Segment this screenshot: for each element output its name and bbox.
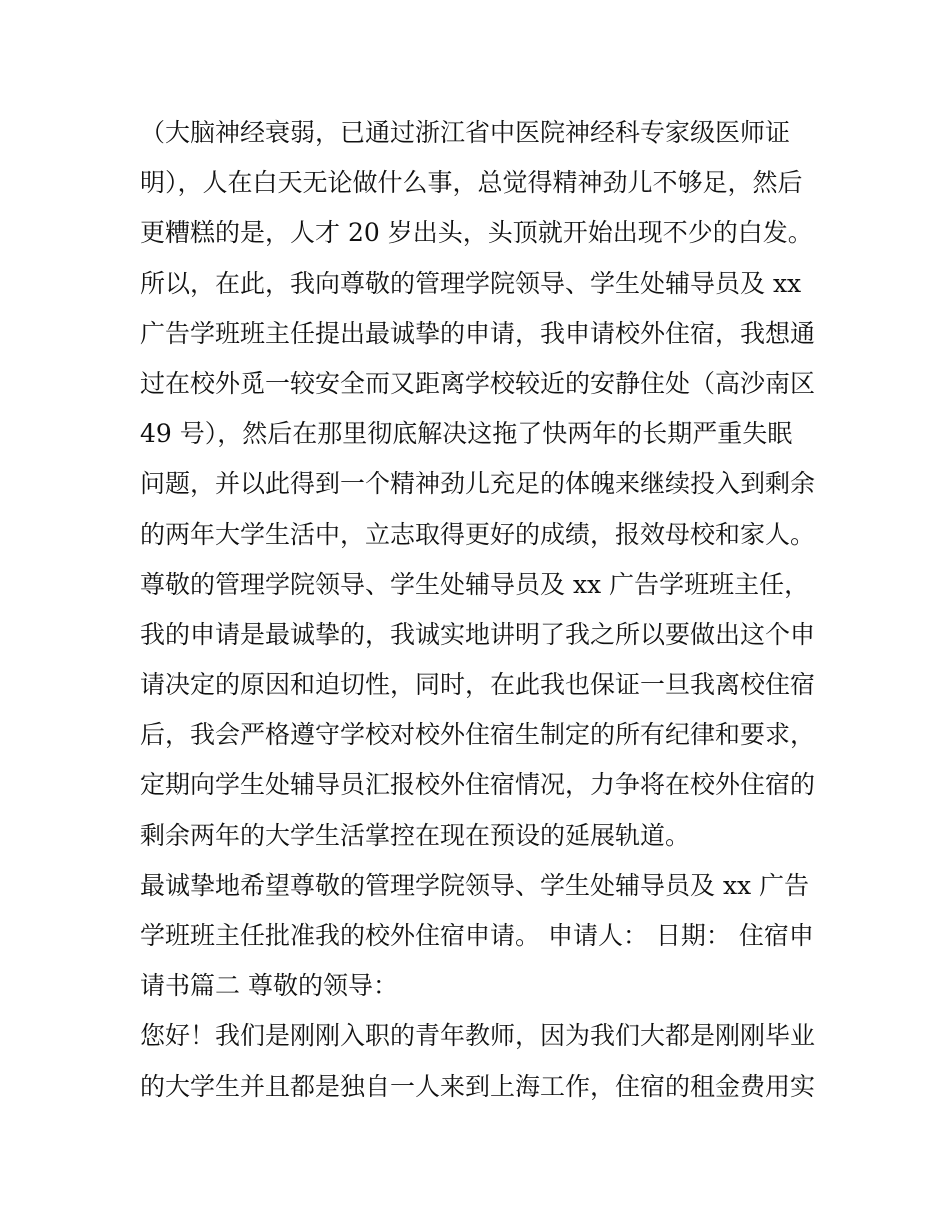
text-line: 剩余两年的大学生活掌控在现在预设的延展轨道。 [140,820,691,850]
text-line: 过在校外觅一较安全而又距离学校较近的安静住处（高沙南区 [140,368,816,398]
text-line: 更糟糕的是，人才 20 岁出头，头顶就开始出现不少的白发。 [140,218,813,248]
text-line: 的两年大学生活中，立志取得更好的成绩，报效母校和家人。 [140,519,816,549]
text-line: 请决定的原因和迫切性，同时，在此我也保证一旦我离校住宿 [140,670,816,700]
text-line: 广告学班班主任提出最诚挚的申请，我申请校外住宿，我想通 [140,318,816,348]
text-line: 49 号），然后在那里彻底解决这拖了快两年的长期严重失眠 [140,419,793,449]
text-line: 学班班主任批准我的校外住宿申请。 申请人： 日期： 住宿申 [140,921,814,950]
text-line: 最诚挚地希望尊敬的管理学院领导、学生处辅导员及 xx 广告 [140,870,810,900]
text-line: 定期向学生处辅导员汇报校外住宿情况，力争将在校外住宿的 [140,770,816,800]
text-line: 您好！我们是刚刚入职的青年教师，因为我们大都是刚刚毕业 [140,1021,816,1051]
text-line: 所以，在此，我向尊敬的管理学院领导、学生处辅导员及 xx [140,268,802,298]
text-line: 请书篇二 尊敬的领导： [140,971,398,1001]
body-text [140,108,820,1112]
text-line: 我的申请是最诚挚的，我诚实地讲明了我之所以要做出这个申 [140,619,816,649]
text-line: 后，我会严格遵守学校对校外住宿生制定的所有纪律和要求， [140,720,816,750]
text-line: 问题，并以此得到一个精神劲儿充足的体魄来继续投入到剩余 [140,469,816,499]
text-line: （大脑神经衰弱，已通过浙江省中医院神经科专家级医师证 [140,118,791,147]
text-line: 的大学生并且都是独自一人来到上海工作，住宿的租金费用实 [140,1071,816,1101]
text-line: 尊敬的管理学院领导、学生处辅导员及 xx 广告学班班主任， [140,569,810,599]
text-line: 明），人在白天无论做什么事，总觉得精神劲儿不够足，然后 [140,168,803,198]
